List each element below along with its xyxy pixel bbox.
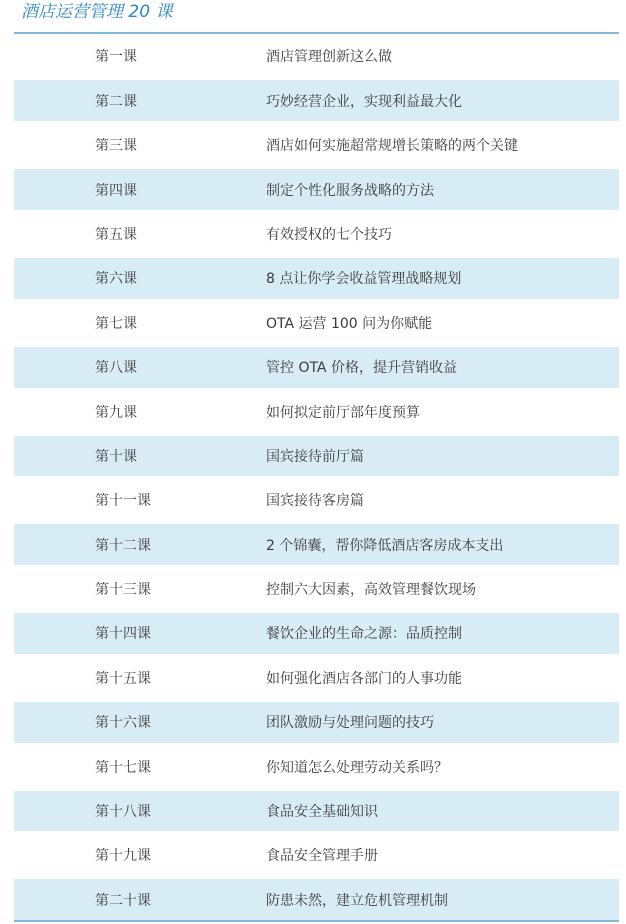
table-row [14,347,619,388]
lesson-topic: 管控 OTA 价格，提升营销收益 [266,360,457,377]
course-table [14,36,619,924]
lesson-topic: 酒店如何实施超常规增长策略的两个关键 [266,138,518,155]
lesson-topic: 巧妙经营企业，实现利益最大化 [266,93,462,110]
lesson-topic: 国宾接待前厅篇 [266,448,364,465]
lesson-number: 第十九课 [95,848,151,865]
table-row [14,613,619,654]
lesson-topic: 控制六大因素，高效管理餐饮现场 [266,582,476,599]
page-title: 酒店运营管理 20 课 [21,2,173,22]
table-row [14,879,619,920]
table-row [14,657,619,698]
lesson-number: 第十八课 [95,804,151,821]
table-row [14,524,619,565]
lesson-number: 第一课 [95,49,137,66]
table-row [14,569,619,610]
lesson-number: 第七课 [95,315,137,332]
lesson-topic: 8 点让你学会收益管理战略规划 [266,271,462,288]
lesson-topic: 有效授权的七个技巧 [266,226,392,243]
table-row [14,835,619,876]
lesson-topic: 食品安全基础知识 [266,804,378,821]
lesson-number: 第九课 [95,404,137,421]
lesson-number: 第十三课 [95,582,151,599]
lesson-number: 第二十课 [95,892,151,909]
lesson-topic: 国宾接待客房篇 [266,493,364,510]
lesson-topic: 你知道怎么处理劳动关系吗？ [266,759,448,776]
table-row [14,791,619,832]
lesson-topic: 酒店管理创新这么做 [266,49,392,66]
lesson-topic: 如何强化酒店各部门的人事功能 [266,670,462,687]
table-row [14,746,619,787]
lesson-topic: 餐饮企业的生命之源：品质控制 [266,626,462,643]
lesson-number: 第十七课 [95,759,151,776]
table-row [14,125,619,166]
lesson-number: 第六课 [95,271,137,288]
lesson-number: 第二课 [95,93,137,110]
lesson-number: 第四课 [95,182,137,199]
table-row [14,391,619,432]
title-divider [14,32,619,34]
table-row [14,302,619,343]
lesson-topic: 食品安全管理手册 [266,848,378,865]
table-row [14,480,619,521]
lesson-topic: 团队激励与处理问题的技巧 [266,715,434,732]
lesson-number: 第十二课 [95,537,151,554]
lesson-number: 第八课 [95,360,137,377]
table-row [14,702,619,743]
lesson-topic: 2 个锦囊，帮你降低酒店客房成本支出 [266,537,504,554]
table-row [14,80,619,121]
lesson-number: 第五课 [95,226,137,243]
table-row [14,258,619,299]
lesson-topic: 如何拟定前厅部年度预算 [266,404,420,421]
table-row [14,214,619,255]
bottom-divider [14,920,619,922]
lesson-number: 第三课 [95,138,137,155]
lesson-number: 第十一课 [95,493,151,510]
lesson-topic: 制定个性化服务战略的方法 [266,182,434,199]
lesson-topic: 防患未然，建立危机管理机制 [266,892,448,909]
lesson-number: 第十四课 [95,626,151,643]
lesson-topic: OTA 运营 100 问为你赋能 [266,315,433,332]
lesson-number: 第十五课 [95,670,151,687]
lesson-number: 第十六课 [95,715,151,732]
table-row [14,36,619,77]
lesson-number: 第十课 [95,448,137,465]
table-row [14,436,619,477]
table-row [14,169,619,210]
